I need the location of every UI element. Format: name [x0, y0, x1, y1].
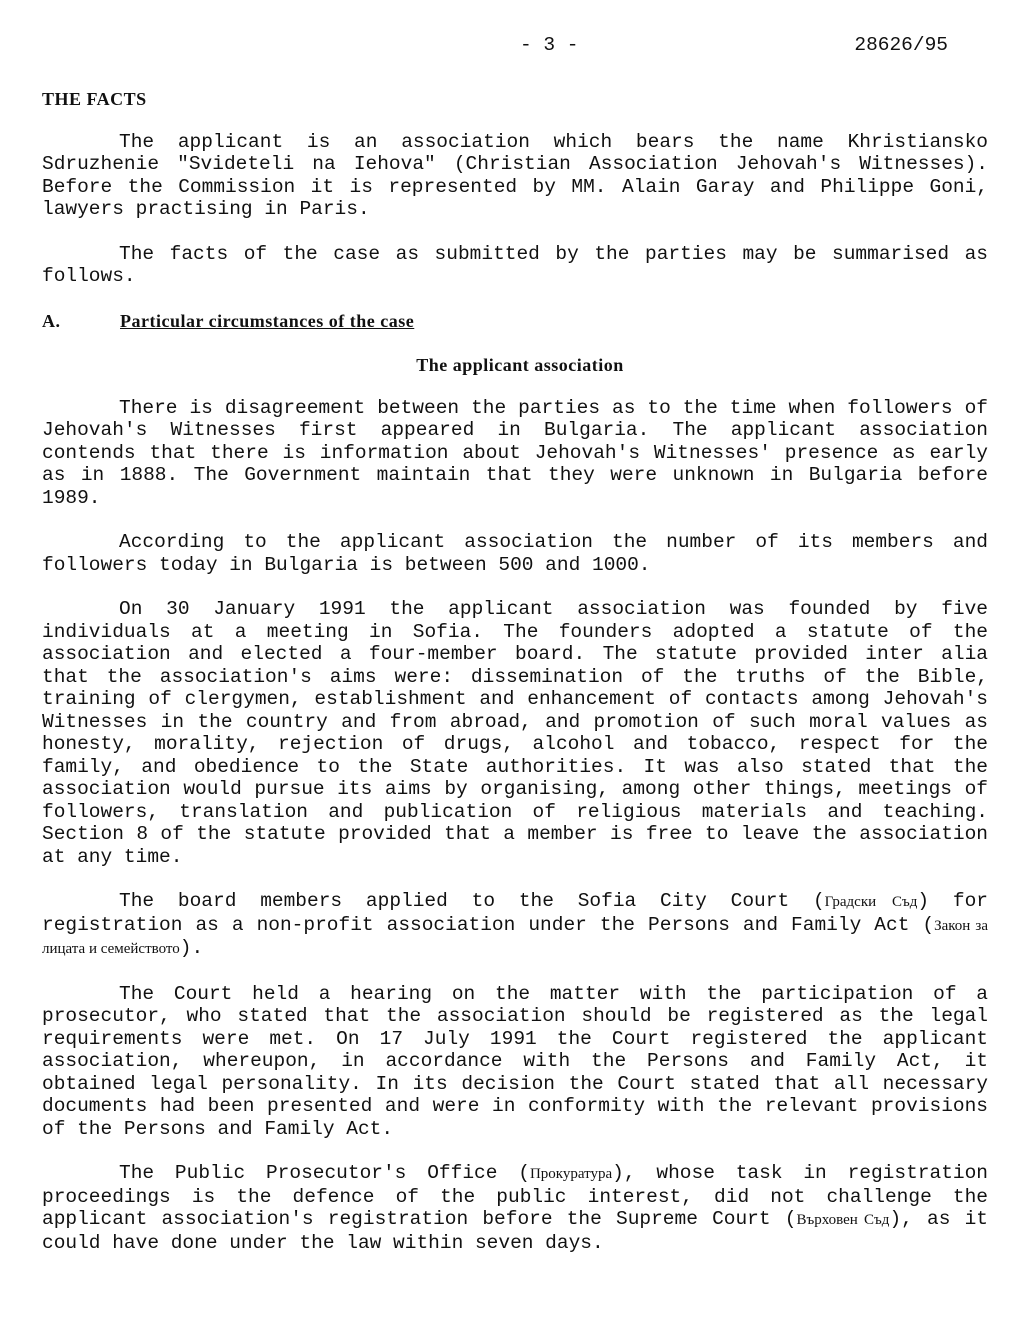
prosecutor-office-bulgarian: Прокуратура	[529, 1166, 613, 1182]
section-letter: A.	[42, 310, 61, 331]
subheading-applicant-association: The applicant association	[416, 355, 624, 375]
supreme-court-bulgarian: Върховен Съд	[796, 1212, 890, 1228]
section-a-heading	[42, 310, 988, 333]
text-segment: ), whose task in registration proceedings is the defence of the public interest, did not challenge the applicant association's registration before the Supreme Court (	[42, 1162, 988, 1230]
text-segment: The board members applied to the Sofia City Court (	[119, 890, 825, 912]
text-segment: ) for registration as a non-profit association under the Persons and Family Act (	[42, 890, 988, 936]
section-title: Particular circumstances of the case	[120, 310, 415, 331]
paragraph-court-hearing: The Court held a hearing on the matter with the participation of a prosecutor, who stated that the association should be registered as the legal requirements were met. On 17 July 1991 the Court registered the applicant association, whereupon, in accordance with the Persons and Family Act, it obtained legal personality. In its decision the Court stated that all necessary documents had been presented and were in conformity with the relevant provisions of the Persons and Family Act.	[42, 982, 988, 1140]
paragraph-disagreement: There is disagreement between the parties as to the time when followers of Jehovah's Witnesses first appeared in Bulgaria. The applicant association contends that there is information about Jehovah's Witnesses' presence as early as in 1888. The Government maintain that they were unknown in Bulgaria before 1989.	[42, 396, 988, 509]
text-segment: ).	[179, 937, 204, 959]
text-segment: The Public Prosecutor's Office (	[119, 1162, 530, 1184]
section-heading-facts: THE FACTS	[42, 89, 147, 109]
paragraph-prosecutor	[42, 1162, 988, 1254]
paragraph-facts-summary: The facts of the case as submitted by the parties may be summarised as follows.	[42, 242, 988, 287]
paragraph-membership: According to the applicant association the number of its members and followers today in Bulgaria is between 500 and 1000.	[42, 531, 988, 576]
page-number: - 3 -	[520, 34, 579, 56]
paragraph-founding: On 30 January 1991 the applicant association was founded by five individuals at a meeting in Sofia. The founders adopted a statute of the association and elected a four-member board. The statute provided inter alia that the association's aims were: dissemination of the truths of the Bible, training of clergymen, establishment and enhancement of contacts among Jehovah's Witnesses in the country and from abroad, and promotion of such moral values as honesty, morality, rejection of drugs, alcohol and tobacco, respect for the family, and obedience to the State authorities. It was also stated that the association would pursue its aims by organising, among other things, meetings of followers, translation and publication of religious materials and teaching. Section 8 of the statute provided that a member is free to leave the association at any time.	[42, 598, 988, 868]
court-name-bulgarian: Градски Съд	[824, 894, 918, 910]
text-segment: ), as it could have done under the law within seven days.	[42, 1208, 988, 1254]
paragraph-applicant-identity: The applicant is an association which bears the name Khristiansko Sdruzhenie "Svideteli na Iehova" (Christian Association Jehovah's Witnesses). Before the Commission it is represented by MM. Alain Garay and Philippe Goni, lawyers practising in Paris.	[42, 130, 988, 220]
paragraph-registration-application	[42, 890, 988, 961]
page-header	[42, 30, 988, 56]
application-reference: 28626/95	[854, 34, 948, 56]
act-name-bulgarian: Закон за лицата и семейството	[42, 917, 988, 957]
